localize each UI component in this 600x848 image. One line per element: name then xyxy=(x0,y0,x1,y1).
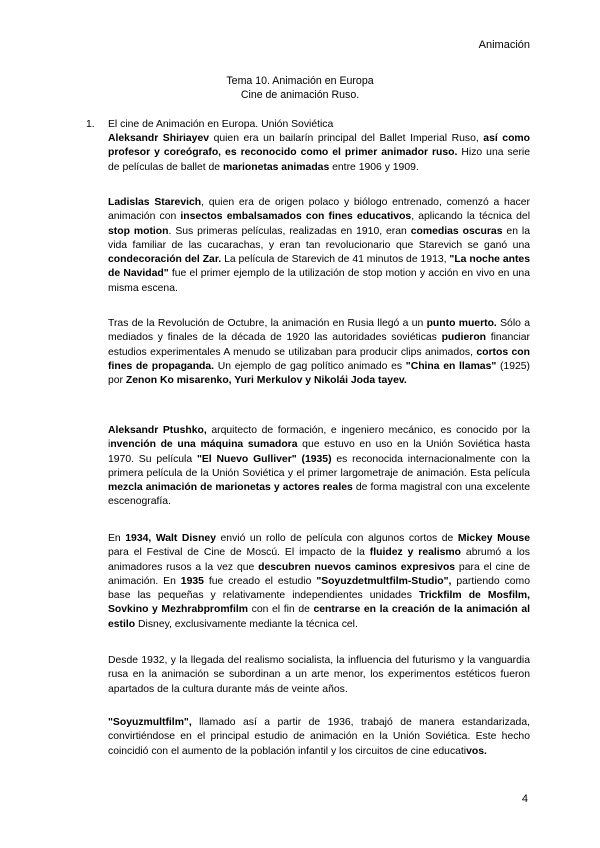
running-header: Animación xyxy=(478,39,530,51)
text-segment: marionetas animadas xyxy=(222,161,330,173)
text-segment: Un ejemplo de gag político animado es xyxy=(214,360,406,372)
section-heading xyxy=(86,118,530,132)
text-segment: financiar estudios experimentales A menudo se utilizaban para producir clips animados, xyxy=(108,332,530,358)
page-number: 4 xyxy=(521,792,528,805)
text-segment: para el cine de animación. En xyxy=(108,561,530,587)
text-segment: (1925) por xyxy=(108,360,531,387)
text-segment: fluidez y realismo xyxy=(369,547,462,559)
text-segment: partiendo como base las pequeñas y relativamente independientes unidades xyxy=(108,575,530,602)
text-segment: fue creado el estudio xyxy=(203,575,317,587)
text-segment: condecoración del Zar. xyxy=(108,254,222,266)
text-segment: "China en llamas" xyxy=(405,360,497,372)
text-segment: entre 1906 y 1909. xyxy=(329,161,419,173)
text-segment: 1934, Walt Disney xyxy=(125,533,216,544)
text-segment: insectos embalsamados con fines educativos xyxy=(180,211,412,223)
text-segment: Mickey Mouse xyxy=(457,533,530,544)
text-segment: Sólo a mediados y finales de la década de 1920 las autoridades soviéticas xyxy=(108,318,530,344)
text-segment: Zenon Ko misarenko, Yuri Merkulov y Nikolái Joda tayev. xyxy=(125,375,407,387)
text-segment: arquitecto de formación, e ingeniero mecánico, es conocido por la i xyxy=(108,425,531,451)
paragraph-soyuzmultfilm xyxy=(108,716,530,759)
text-segment: quien era un bailarín principal del Ballet Imperial Ruso, xyxy=(209,133,484,144)
text-segment: centrarse en la creación de la animación al estilo xyxy=(108,604,530,630)
text-segment: llamado así a partir de 1936, trabajó de manera estandarizada, convirtiéndose en el principal estudio de animación en la Unión Soviética. Este hecho coincidió con el aumento de la población infantil y los circuitos de cine educati xyxy=(108,717,530,757)
text-segment: Tras de la Revolución de Octubre, la animación en Rusia llegó a un xyxy=(108,318,427,329)
section-title: El cine de Animación en Europa. Unión Soviética xyxy=(108,119,334,130)
text-segment: abrumó a los animadores rusos a la vez que xyxy=(108,547,530,573)
text-segment: mezcla animación de marionetas y actores reales xyxy=(108,482,353,494)
text-segment: Desde 1932, y la llegada del realismo socialista, la influencia del futurismo y la vanguardia rusa en la animación se subordinan a un arte menor, los experimentos estéticos fueron apartados de la cultura durante más de veinte años. xyxy=(108,655,530,695)
text-segment: , quien era de origen polaco y biólogo entrenado, comenzó a hacer animación con xyxy=(108,197,530,223)
text-segment: Aleksandr Ptushko, xyxy=(108,425,207,436)
document-title xyxy=(0,74,600,102)
text-segment: Disney, exclusivamente mediante la técnica cel. xyxy=(135,618,358,630)
text-segment: En xyxy=(108,533,126,544)
text-segment: stop motion xyxy=(108,225,169,237)
text-segment: Trickfilm de Mosfilm, Sovkino y Mezhrabpromfilm xyxy=(108,590,531,616)
text-segment: "El Nuevo Gulliver" (1935) xyxy=(196,453,332,465)
text-segment: vos. xyxy=(466,745,487,757)
text-segment: Aleksandr Shiriayev xyxy=(108,133,210,144)
text-segment: "Soyuzdetmultfilm-Studio", xyxy=(316,575,452,587)
text-segment: cortos con fines de propaganda. xyxy=(108,346,530,372)
text-segment: "La noche antes de Navidad" xyxy=(108,254,530,280)
text-segment: comedias oscuras xyxy=(410,225,503,237)
paragraph-starevich xyxy=(108,196,530,296)
text-segment: nvención de una máquina sumadora xyxy=(110,439,298,451)
text-segment: Hizo una serie de películas de ballet de xyxy=(108,147,531,173)
text-segment: fue el primer ejemplo de la utilización de stop motion y acción en vivo en una misma escena. xyxy=(108,268,530,294)
text-segment: pudieron xyxy=(441,332,487,344)
section-number: 1. xyxy=(86,119,95,130)
text-segment: de forma magistral con una excelente escenografía. xyxy=(108,482,530,508)
text-segment: que estuvo en uso en la Unión Soviética hasta 1970. Su película xyxy=(108,439,530,465)
text-segment: para el Festival de Cine de Moscú. El impacto de la xyxy=(108,547,370,559)
text-segment: es reconocida internacionalmente con la primera película de la Unión Soviética y el primer largometraje de animación. Esta película xyxy=(108,453,531,479)
text-segment: punto muerto. xyxy=(426,318,497,329)
paragraph-shiriayev xyxy=(108,132,530,175)
paragraph-disney xyxy=(108,532,530,632)
title-line-2: Cine de animación Ruso. xyxy=(240,89,360,101)
text-segment: , aplicando la técnica del xyxy=(411,211,531,223)
paragraph-revolucion xyxy=(108,317,530,388)
title-line-1: Tema 10. Animación en Europa xyxy=(226,75,374,87)
text-segment: 1935 xyxy=(180,575,204,587)
text-segment: así como profesor y coreógrafo, es reconocido como el primer animador ruso. xyxy=(108,133,531,159)
text-segment: envió un rollo de película con algunos cortos de xyxy=(215,533,458,544)
text-segment: . Sus primeras películas, realizadas en 1910, eran xyxy=(168,225,411,237)
text-segment: Ladislas Starevich xyxy=(108,197,202,208)
text-segment: en la vida familiar de las cucarachas, y eran tan revolucionario que Starevich se ganó una xyxy=(108,225,530,251)
paragraph-realismo xyxy=(108,654,530,697)
text-segment: "Soyuzmultfilm", xyxy=(108,717,192,728)
text-segment: con el fin de xyxy=(248,604,314,616)
paragraph-ptushko xyxy=(108,424,530,510)
text-segment: descubren nuevos caminos expresivos xyxy=(258,561,456,573)
text-segment: La película de Starevich de 41 minutos de 1913, xyxy=(221,254,450,266)
